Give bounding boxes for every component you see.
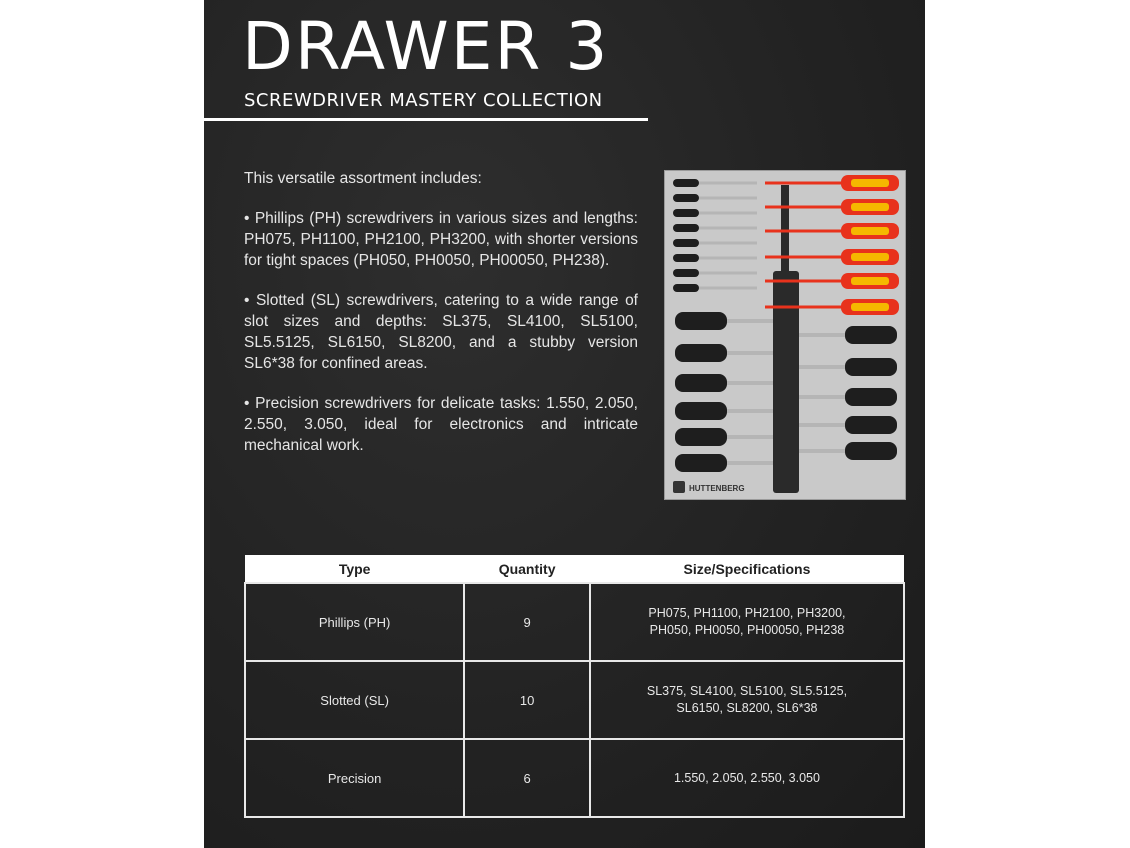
- page-title: DRAWER 3: [242, 8, 610, 85]
- cell-quantity: 10: [464, 661, 590, 739]
- description-bullet-precision: • Precision screwdrivers for delicate tasks: 1.550, 2.050, 2.550, 3.050, ideal for electronics and intricate mechanical work.: [244, 395, 638, 454]
- cell-spec: [590, 739, 904, 817]
- column-header-type: Type: [245, 555, 464, 583]
- column-header-spec: Size/Specifications: [590, 555, 904, 583]
- page-subtitle: SCREWDRIVER MASTERY COLLECTION: [244, 90, 603, 111]
- cell-type: Phillips (PH): [245, 583, 464, 661]
- tray-illustration: [665, 171, 905, 499]
- cell-quantity: 9: [464, 583, 590, 661]
- screwdriver-tray-photo: [664, 170, 906, 500]
- description-bullet-slotted: • Slotted (SL) screwdrivers, catering to a wide range of slot sizes and depths: SL375, SL4100, SL5100, SL5.5125, SL6150, SL8200, and a stubby version SL6*38 for confined areas.: [244, 292, 638, 372]
- spec-table: [244, 555, 905, 818]
- description-intro: This versatile assortment includes:: [244, 170, 482, 187]
- cell-spec-line: PH075, PH1100, PH2100, PH3200,: [648, 606, 846, 620]
- column-header-quantity: Quantity: [464, 555, 590, 583]
- table-row: [245, 739, 904, 817]
- table-header-row: [245, 555, 904, 583]
- drawer-panel: [204, 0, 925, 848]
- table-row: [245, 583, 904, 661]
- title-divider: [204, 118, 648, 121]
- brand-logo-icon: [673, 481, 685, 493]
- cell-type: Slotted (SL): [245, 661, 464, 739]
- cell-quantity: 6: [464, 739, 590, 817]
- cell-type: Precision: [245, 739, 464, 817]
- brand-name: HUTTENBERG: [689, 484, 745, 493]
- cell-spec: [590, 583, 904, 661]
- description-bullet-phillips: • Phillips (PH) screwdrivers in various sizes and lengths: PH075, PH1100, PH2100, PH3200, with shorter versions for tight spaces (PH050, PH0050, PH00050, PH238).: [244, 210, 638, 269]
- cell-spec-line: SL6150, SL8200, SL6*38: [676, 701, 818, 715]
- cell-spec-line: PH050, PH0050, PH00050, PH238: [649, 623, 845, 637]
- description: [244, 168, 638, 475]
- cell-spec-line: SL375, SL4100, SL5100, SL5.5125,: [646, 684, 848, 698]
- cell-spec-line: 1.550, 2.050, 2.550, 3.050: [673, 770, 820, 785]
- cell-spec: [590, 661, 904, 739]
- table-row: [245, 661, 904, 739]
